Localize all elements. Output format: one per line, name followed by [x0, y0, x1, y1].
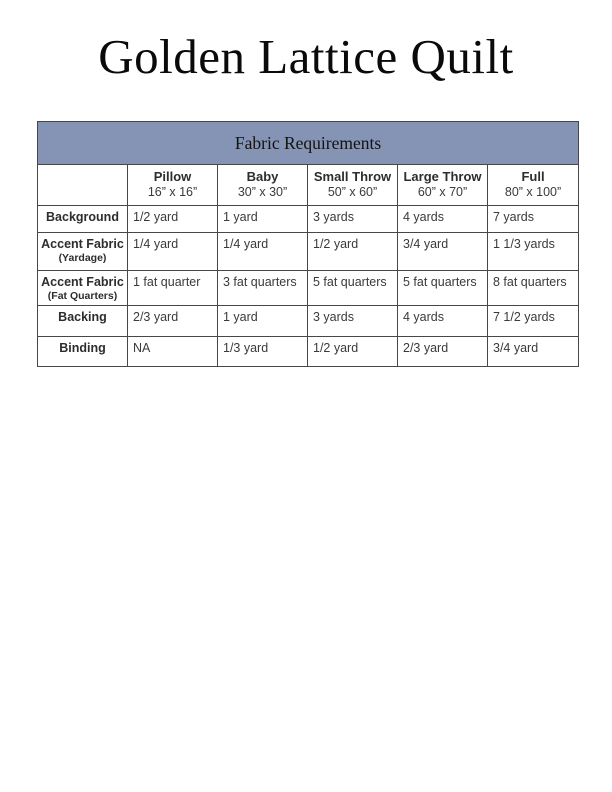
column-name: Full: [521, 168, 545, 184]
table-cell: 1 1/3 yards: [488, 233, 579, 271]
table-row-binding: [38, 337, 579, 367]
column-name: Small Throw: [313, 168, 392, 184]
row-label: Binding: [59, 341, 106, 355]
row-label-cell: [38, 233, 128, 271]
column-size: 30” x 30”: [237, 184, 288, 199]
table-cell: 1/4 yard: [128, 233, 218, 271]
table-title-row: [38, 122, 579, 165]
column-name: Large Throw: [403, 168, 482, 184]
table-title-band: Fabric Requirements: [38, 122, 579, 165]
table-cell: 1 fat quarter: [128, 271, 218, 306]
column-header-full: [488, 165, 579, 206]
column-header-large-throw: [398, 165, 488, 206]
row-label-cell: [38, 337, 128, 367]
column-header-small-throw: [308, 165, 398, 206]
corner-cell: [38, 165, 128, 206]
table-cell: NA: [128, 337, 218, 367]
row-label: Accent Fabric: [41, 275, 124, 289]
table-cell: 1 yard: [218, 206, 308, 233]
table-cell: 4 yards: [398, 206, 488, 233]
table-cell: 1/2 yard: [308, 233, 398, 271]
table-row-accent-yardage: [38, 233, 579, 271]
page-title: Golden Lattice Quilt: [98, 29, 514, 84]
column-header-row: [38, 165, 579, 206]
column-name: Baby: [246, 168, 279, 184]
column-size: 50” x 60”: [327, 184, 378, 199]
column-size: 16” x 16”: [147, 184, 198, 199]
table-cell: 7 1/2 yards: [488, 306, 579, 337]
column-header-pillow: [128, 165, 218, 206]
table-cell: 1/3 yard: [218, 337, 308, 367]
row-label-cell: [38, 206, 128, 233]
table-cell: 4 yards: [398, 306, 488, 337]
table-cell: 5 fat quarters: [308, 271, 398, 306]
table-cell: 2/3 yard: [128, 306, 218, 337]
row-label: Accent Fabric: [41, 237, 124, 251]
table-row-accent-fat-quarters: [38, 271, 579, 306]
column-size: 80” x 100”: [504, 184, 562, 199]
table-cell: 7 yards: [488, 206, 579, 233]
table-cell: 3 fat quarters: [218, 271, 308, 306]
table-cell: 3/4 yard: [488, 337, 579, 367]
table-row-background: [38, 206, 579, 233]
row-label: Backing: [58, 310, 107, 324]
row-sublabel: (Yardage): [58, 252, 107, 264]
table-row-backing: [38, 306, 579, 337]
column-header-baby: [218, 165, 308, 206]
column-name: Pillow: [153, 168, 192, 184]
table-cell: 1/2 yard: [308, 337, 398, 367]
table-cell: 1/2 yard: [128, 206, 218, 233]
table-cell: 2/3 yard: [398, 337, 488, 367]
table-cell: 1 yard: [218, 306, 308, 337]
table-cell: 1/4 yard: [218, 233, 308, 271]
table-cell: 5 fat quarters: [398, 271, 488, 306]
table-cell: 8 fat quarters: [488, 271, 579, 306]
table-cell: 3/4 yard: [398, 233, 488, 271]
row-label-cell: [38, 271, 128, 306]
row-label: Background: [46, 210, 119, 224]
table-cell: 3 yards: [308, 206, 398, 233]
row-sublabel: (Fat Quarters): [47, 290, 118, 302]
table-cell: 3 yards: [308, 306, 398, 337]
fabric-requirements-table: [37, 121, 579, 367]
row-label-cell: [38, 306, 128, 337]
column-size: 60” x 70”: [417, 184, 468, 199]
